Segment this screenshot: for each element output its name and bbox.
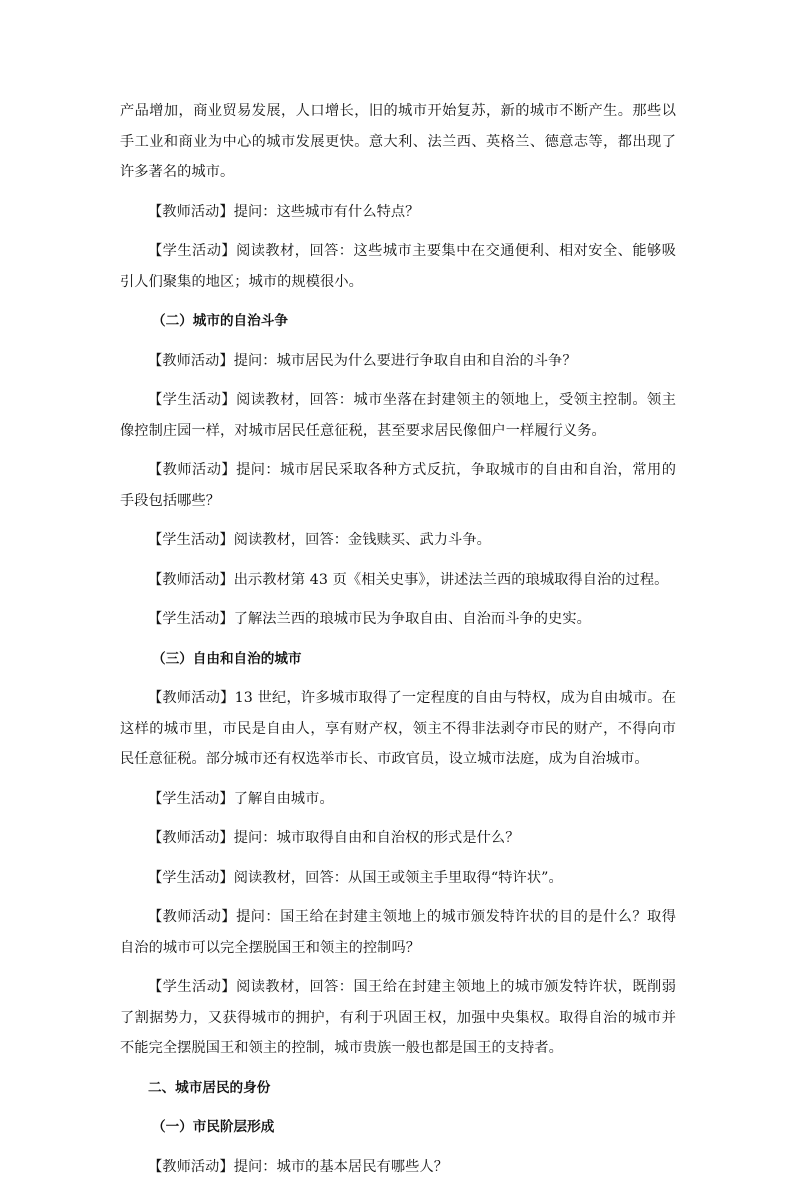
activity-tag: 【教师活动】 xyxy=(148,462,237,478)
activity-tag: 【教师活动】 xyxy=(148,571,234,588)
teacher-activity xyxy=(120,683,676,775)
activity-text: 提问：城市取得自由和自治权的形式是什么？ xyxy=(233,830,520,846)
activity-tag: 【学生活动】 xyxy=(148,790,234,807)
teacher-activity xyxy=(120,197,676,228)
activity-tag: 【教师活动】 xyxy=(148,690,235,706)
teacher-activity xyxy=(120,455,676,516)
activity-tag: 【教师活动】 xyxy=(148,909,237,925)
activity-text: 阅读教材，回答：金钱赎买、武力斗争。 xyxy=(233,532,491,548)
activity-text: 提问：城市居民采取各种方式反抗，争取城市的自由和自治，常用的手段包括哪些？ xyxy=(120,462,676,509)
student-activity xyxy=(120,525,676,556)
paragraph-intro: 产品增加，商业贸易发展，人口增长，旧的城市开始复苏，新的城市不断产生。那些以手工业和商业为中心的城市发展更快。意大利、法兰西、英格兰、德意志等，都出现了许多著名的城市。 xyxy=(120,103,676,180)
student-activity xyxy=(120,972,676,1064)
document-page xyxy=(120,96,676,1191)
activity-text: 提问：城市的基本居民有哪些人？ xyxy=(233,1158,449,1175)
activity-text: 提问：国王给在封建主领地上的城市颁发特许状的目的是什么？取得自治的城市可以完全摆脱国王和领主的控制吗？ xyxy=(120,909,676,956)
student-activity xyxy=(120,863,676,894)
activity-tag: 【教师活动】 xyxy=(148,1158,234,1175)
activity-text: 阅读教材，回答：国王给在封建主领地上的城市颁发特许状，既削弱了割据势力，又获得城市的拥护，有利于巩固王权，加强中央集权。取得自治的城市并不能完全摆脱国王和领主的控制，城市贵族一般也都是国王的支持者。 xyxy=(120,979,676,1056)
section-heading: （三）自由和自治的城市 xyxy=(152,650,302,667)
teacher-activity xyxy=(120,823,676,854)
activity-tag: 【学生活动】 xyxy=(148,869,234,886)
activity-text: 阅读教材，回答：这些城市主要集中在交通便利、相对安全、能够吸引人们聚集的地区；城市的规模很小。 xyxy=(120,243,676,290)
student-activity xyxy=(120,784,676,815)
activity-tag: 【教师活动】 xyxy=(148,352,234,369)
activity-text: 阅读教材，回答：城市坐落在封建领主的领地上，受领主控制。领主像控制庄园一样，对城市居民任意征税，甚至要求居民像佃户一样履行义务。 xyxy=(120,392,676,439)
activity-tag: 【学生活动】 xyxy=(148,243,237,259)
section-heading: （二）城市的自治斗争 xyxy=(152,313,288,329)
chapter-heading: 二、城市居民的身份 xyxy=(148,1079,271,1096)
activity-text: 了解法兰西的琅城市民为争取自由、自治而斗争的史实。 xyxy=(233,611,591,627)
activity-text: 13 世纪，许多城市取得了一定程度的自由与特权，成为自由城市。在这样的城市里，市民是自由人，享有财产权，领主不得非法剥夺市民的财产，不得向市民任意征税。部分城市还有权选举市长、市政官员，设立城市法庭，成为自治城市。 xyxy=(120,690,676,767)
activity-tag: 【学生活动】 xyxy=(148,611,234,627)
teacher-activity xyxy=(120,346,676,377)
activity-tag: 【学生活动】 xyxy=(148,979,237,995)
teacher-activity xyxy=(120,1152,676,1183)
student-activity xyxy=(120,236,676,297)
activity-tag: 【学生活动】 xyxy=(148,532,234,548)
activity-tag: 【教师活动】 xyxy=(148,203,234,220)
activity-tag: 【教师活动】 xyxy=(148,830,234,846)
teacher-activity xyxy=(120,902,676,963)
activity-text: 阅读教材，回答：从国王或领主手里取得“特许状”。 xyxy=(233,869,563,886)
teacher-activity xyxy=(120,565,676,596)
activity-text: 提问：这些城市有什么特点？ xyxy=(233,203,420,220)
activity-text: 出示教材第 43 页《相关史事》，讲述法兰西的琅城取得自治的过程。 xyxy=(233,571,669,588)
activity-text: 提问：城市居民为什么要进行争取自由和自治的斗争？ xyxy=(233,352,577,369)
activity-tag: 【学生活动】 xyxy=(148,392,237,408)
section-heading: （一）市民阶层形成 xyxy=(152,1119,275,1135)
student-activity xyxy=(120,604,676,635)
student-activity xyxy=(120,385,676,446)
activity-text: 了解自由城市。 xyxy=(233,790,334,807)
